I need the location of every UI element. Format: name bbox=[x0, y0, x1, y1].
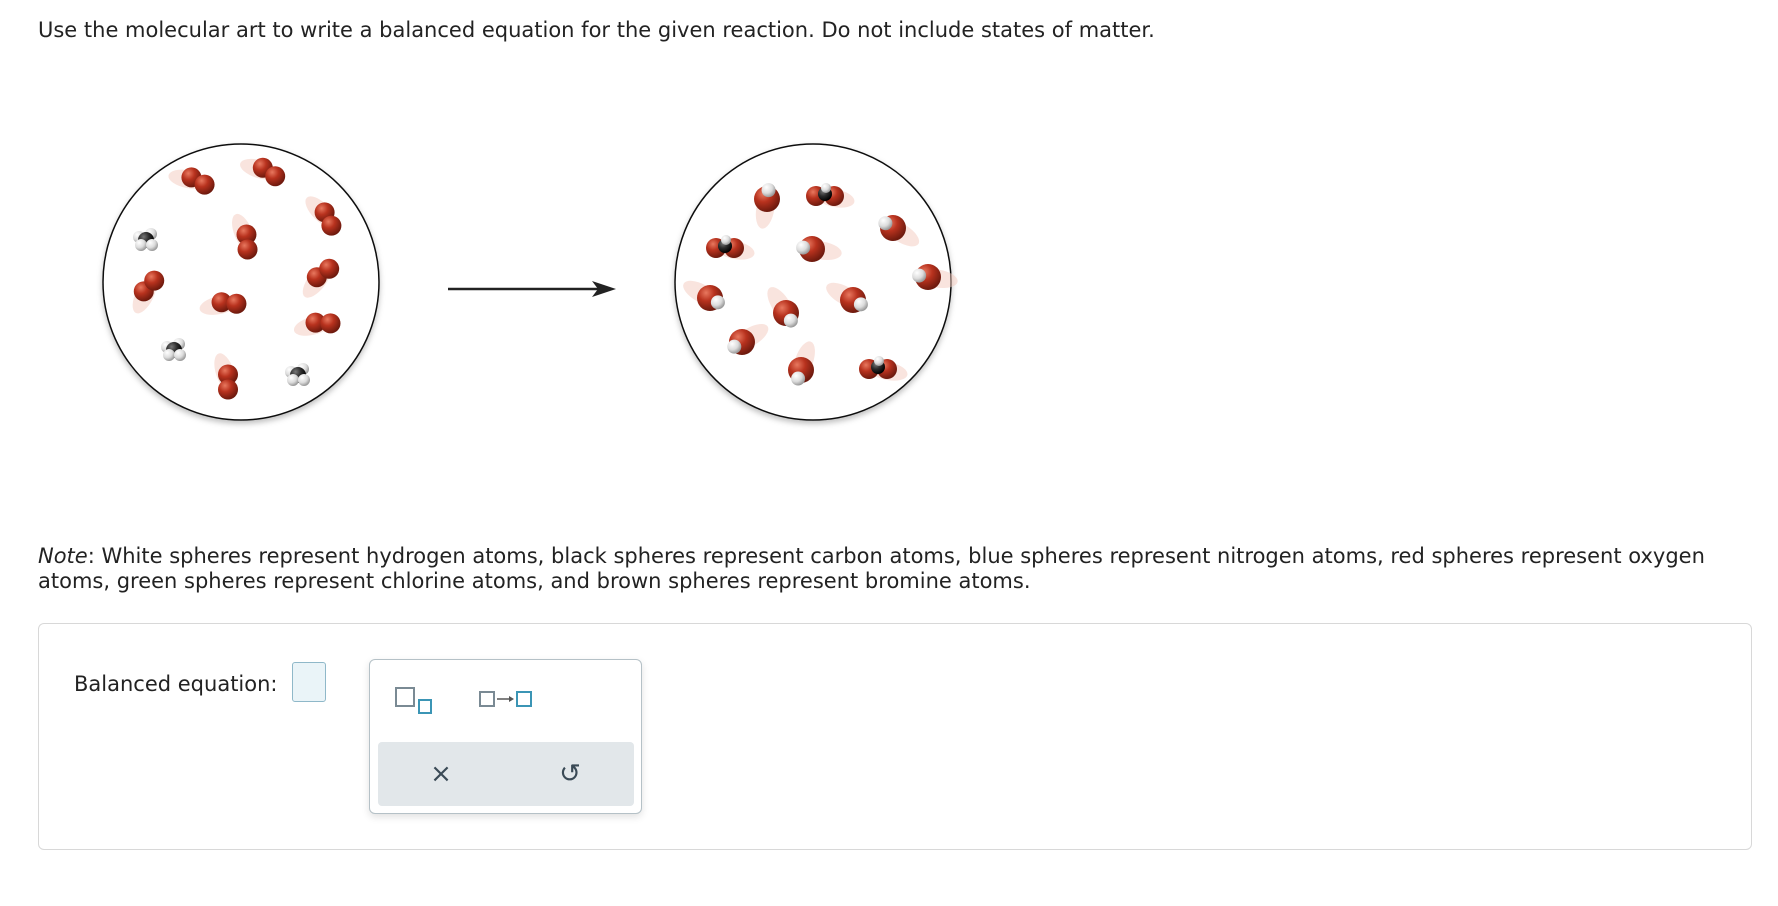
hydrogen-atom bbox=[762, 183, 776, 197]
hydrogen-atom bbox=[878, 216, 892, 230]
hydrogen-atom bbox=[135, 239, 147, 251]
oxygen-atom bbox=[321, 216, 341, 236]
hydrogen-atom bbox=[711, 295, 725, 309]
oxygen-atom bbox=[218, 380, 238, 400]
hydrogen-atom bbox=[821, 183, 831, 193]
hydrogen-atom bbox=[146, 239, 158, 251]
undo-button[interactable]: ↺ bbox=[540, 752, 600, 796]
subscript-button[interactable] bbox=[394, 680, 454, 720]
hydrogen-atom bbox=[912, 269, 926, 283]
note-body: : White spheres represent hydrogen atoms, black spheres represent carbon atoms, blue spheres represent nitrogen atoms, red spheres represent oxygen atoms, green spheres represent chlorine atoms, and brown spheres represent bromine atoms. bbox=[38, 544, 1705, 593]
hydrogen-atom bbox=[298, 374, 310, 386]
hydrogen-atom bbox=[174, 349, 186, 361]
note-label: Note bbox=[38, 544, 88, 568]
balanced-equation-input[interactable] bbox=[292, 662, 326, 702]
oxygen-atom bbox=[226, 294, 246, 314]
hydrogen-atom bbox=[287, 374, 299, 386]
question-text: Use the molecular art to write a balanced equation for the given reaction. Do not include states of matter. bbox=[38, 18, 1155, 42]
subscript-tool-icon bbox=[394, 680, 454, 720]
reaction-arrow bbox=[448, 281, 616, 297]
equation-palette bbox=[369, 659, 642, 814]
hydrogen-atom bbox=[163, 349, 175, 361]
hydrogen-atom bbox=[796, 241, 810, 255]
hydrogen-atom bbox=[854, 297, 868, 311]
answer-panel bbox=[38, 623, 1752, 850]
oxygen-atom bbox=[319, 259, 339, 279]
hydrogen-atom bbox=[784, 314, 798, 328]
hydrogen-atom bbox=[721, 235, 731, 245]
note-text bbox=[38, 544, 1753, 594]
reaction-arrow-button[interactable] bbox=[478, 680, 538, 720]
oxygen-atom bbox=[195, 175, 215, 195]
reaction-arrow-tool-icon bbox=[478, 680, 538, 720]
oxygen-atom bbox=[265, 166, 285, 186]
hydrogen-atom bbox=[791, 372, 805, 386]
balanced-equation-label: Balanced equation: bbox=[74, 672, 278, 696]
hydrogen-atom bbox=[874, 356, 884, 366]
oxygen-atom bbox=[320, 313, 340, 333]
oxygen-atom bbox=[144, 271, 164, 291]
clear-button[interactable]: × bbox=[411, 752, 471, 796]
products-circle bbox=[675, 144, 951, 420]
palette-action-bar bbox=[378, 742, 634, 806]
hydrogen-atom bbox=[727, 340, 741, 354]
oxygen-atom bbox=[238, 239, 258, 259]
